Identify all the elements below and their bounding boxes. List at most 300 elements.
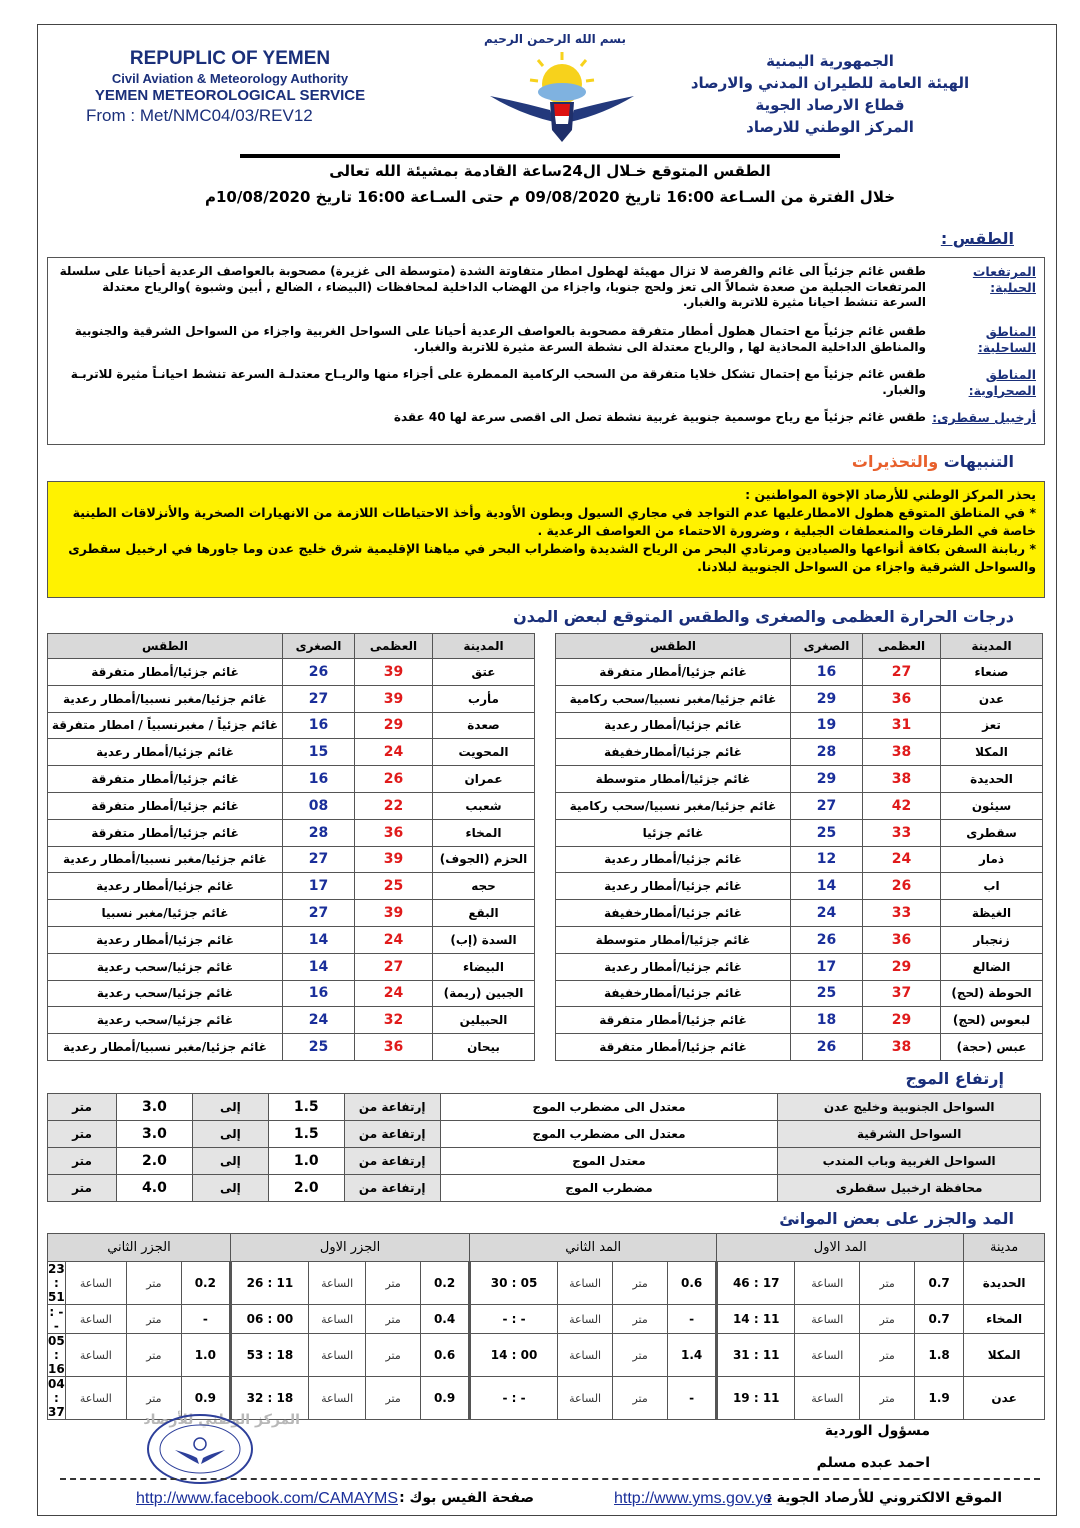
max-temp: 32 <box>355 1007 433 1034</box>
max-temp: 24 <box>355 926 433 953</box>
table-row <box>48 1262 1045 1305</box>
tide-time: 17 : 46 <box>717 1262 795 1305</box>
table-row <box>556 953 1043 980</box>
city-name: المحويت <box>433 739 535 766</box>
weather-item-socotra <box>56 410 1036 426</box>
min-temp: 16 <box>283 980 355 1007</box>
max-temp: 38 <box>863 766 941 793</box>
table-row <box>48 980 535 1007</box>
tide-height: 0.6 <box>668 1262 717 1305</box>
wave-state: معتدل الى مضطرب الموج <box>440 1121 778 1148</box>
col-city: المدينة <box>433 634 535 659</box>
wave-from-value: 1.0 <box>268 1148 344 1175</box>
col-weather: الطقس <box>48 634 283 659</box>
facebook-label: صفحة الفيس بوك : <box>399 1490 534 1506</box>
tide-height: 0.2 <box>181 1262 230 1305</box>
wave-state: معتدل الى مضطرب الموج <box>440 1094 778 1121</box>
weather-item-highlands <box>56 264 1036 321</box>
tide-unit-time: الساعة <box>557 1305 612 1334</box>
min-temp: 17 <box>791 953 863 980</box>
tide-table <box>47 1233 1045 1420</box>
city-name: مأرب <box>433 685 535 712</box>
weather-condition: غائم جزئيا/أمطارخفيفة <box>556 900 791 927</box>
tide-unit-time: الساعة <box>309 1334 366 1377</box>
tide-unit-m: متر <box>613 1334 668 1377</box>
tide-unit-m: متر <box>613 1305 668 1334</box>
wave-to-value: 3.0 <box>116 1094 192 1121</box>
sector-name-ar: قطاع الارصاد الجوية <box>755 96 905 114</box>
wave-to-label: إلى <box>192 1175 268 1202</box>
tide-city: عدن <box>964 1377 1045 1420</box>
col-max: العظمى <box>355 634 433 659</box>
wave-region: السواحل الجنوبية وخليج عدن <box>778 1094 1041 1121</box>
min-temp: 26 <box>791 1034 863 1061</box>
tide-time: 11 : 26 <box>230 1262 308 1305</box>
footer-divider <box>60 1478 1040 1480</box>
table-row <box>48 1334 1045 1377</box>
tide-height: 1.0 <box>181 1334 230 1377</box>
shift-name: احمد عبده مسلم <box>816 1455 930 1471</box>
weather-item-label: المناطق الساحلية: <box>977 324 1036 355</box>
table-row <box>556 873 1043 900</box>
tide-time: 05 : 16 <box>48 1334 65 1376</box>
table-row <box>556 739 1043 766</box>
forecast-period: خلال الفترة من السـاعة 16:00 تاريخ 09/08/2020 م حتى السـاعة 16:00 تاريخ 10/08/2020م <box>204 188 896 206</box>
weather-condition: غائم جزئيا/أمطار رعدية <box>556 712 791 739</box>
max-temp: 38 <box>863 739 941 766</box>
tide-time: 11 : 14 <box>717 1305 795 1334</box>
tide-height: 0.6 <box>421 1334 470 1377</box>
max-temp: 39 <box>355 846 433 873</box>
max-temp: 31 <box>863 712 941 739</box>
city-name: الغيظة <box>941 900 1043 927</box>
city-name: تعز <box>941 712 1043 739</box>
tide-city: الحديدة <box>964 1262 1045 1305</box>
city-name: عدن <box>941 685 1043 712</box>
wave-unit: متر <box>48 1094 117 1121</box>
weather-condition: غائم جزئيا <box>556 819 791 846</box>
waves-heading: إرتفاع الموج <box>905 1069 1004 1088</box>
tide-unit-time: الساعة <box>309 1262 366 1305</box>
weather-condition: غائم جزئيا/مغبر نسبيا/سحب ركامية <box>556 792 791 819</box>
tide-unit-time: الساعة <box>795 1377 860 1420</box>
tide-unit-m: متر <box>613 1262 668 1305</box>
weather-condition: غائم جزئياً / مغبرنسبياً / امطار متفرقة <box>48 712 283 739</box>
min-temp: 12 <box>791 846 863 873</box>
warnings-heading-blue: التنبيهات <box>943 452 1014 471</box>
min-temp: 19 <box>791 712 863 739</box>
wave-from-value: 1.5 <box>268 1121 344 1148</box>
city-name: عمران <box>433 766 535 793</box>
tide-unit-time: الساعة <box>557 1262 612 1305</box>
warnings-heading <box>852 452 1014 471</box>
min-temp: 29 <box>791 685 863 712</box>
col-low-tide-2: الجزر الثاني <box>48 1234 231 1262</box>
min-temp: 27 <box>791 792 863 819</box>
table-row <box>48 766 535 793</box>
table-row <box>48 1007 535 1034</box>
wave-from-label: إرتفاعة من <box>344 1121 440 1148</box>
min-temp: 15 <box>283 739 355 766</box>
wave-state: مضطرب الموج <box>440 1175 778 1202</box>
min-temp: 17 <box>283 873 355 900</box>
table-header-row <box>48 634 535 659</box>
weather-condition: غائم جزئيا/أمطار رعدية <box>556 873 791 900</box>
tide-height: - <box>181 1305 230 1334</box>
tides-heading: المد والجزر على بعض الموانئ <box>779 1209 1014 1228</box>
weather-condition: غائم جزئيا/أمطار رعدية <box>48 926 283 953</box>
weather-condition: غائم جزئيا/سحب رعدية <box>48 980 283 1007</box>
col-min: الصغرى <box>791 634 863 659</box>
city-name: المخاء <box>433 819 535 846</box>
wave-to-label: إلى <box>192 1148 268 1175</box>
tide-unit-m: متر <box>860 1262 915 1305</box>
tide-height: 0.9 <box>421 1377 470 1420</box>
min-temp: 24 <box>283 1007 355 1034</box>
weather-condition: غائم جزئيا/مغبر نسبيا <box>48 900 283 927</box>
tide-unit-m: متر <box>366 1334 421 1377</box>
tide-unit-time: الساعة <box>557 1334 612 1377</box>
max-temp: 26 <box>355 766 433 793</box>
website-label: الموقع الالكتروني للأرصاد الجوية : <box>766 1490 1002 1506</box>
weather-condition: غائم جزئيا/مغبر نسبيا/أمطار رعدية <box>48 1034 283 1061</box>
weather-condition: غائم جزئيا/أمطار متفرقة <box>556 659 791 686</box>
weather-condition: غائم جزئيا/أمطارخفيفة <box>556 739 791 766</box>
table-row <box>48 1148 1041 1175</box>
weather-condition: غائم جزئيا/مغبر نسبيا/سحب ركامية <box>556 685 791 712</box>
table-row <box>556 685 1043 712</box>
max-temp: 33 <box>863 900 941 927</box>
max-temp: 25 <box>355 873 433 900</box>
weather-condition: غائم جزئيا/أمطار رعدية <box>48 739 283 766</box>
min-temp: 14 <box>283 953 355 980</box>
warnings-heading-orange: والتحذيرات <box>851 452 939 471</box>
min-temp: 26 <box>791 926 863 953</box>
wave-to-value: 4.0 <box>116 1175 192 1202</box>
wave-to-value: 3.0 <box>116 1121 192 1148</box>
tide-time: 23 : 51 <box>48 1262 65 1304</box>
min-temp: 08 <box>283 792 355 819</box>
max-temp: 39 <box>355 659 433 686</box>
max-temp: 26 <box>863 873 941 900</box>
weather-item-label: المناطق الصحراوية: <box>968 367 1036 398</box>
weather-condition: غائم جزئيا/أمطار رعدية <box>556 846 791 873</box>
table-row <box>48 1175 1041 1202</box>
website-link[interactable]: http://www.yms.gov.ye <box>614 1490 772 1507</box>
weather-condition: غائم جزئيا/أمطار متوسطة <box>556 926 791 953</box>
weather-condition: غائم جزئيا/أمطار متوسطة <box>556 766 791 793</box>
weather-item-coastal <box>56 324 1036 364</box>
city-temps-table-right <box>555 633 1043 1061</box>
min-temp: 28 <box>283 819 355 846</box>
tide-unit-m: متر <box>366 1262 421 1305</box>
wave-from-value: 2.0 <box>268 1175 344 1202</box>
city-name: الجبين (ريمة) <box>433 980 535 1007</box>
tide-unit-m: متر <box>860 1305 915 1334</box>
table-row <box>556 900 1043 927</box>
weather-box <box>47 257 1045 445</box>
min-temp: 16 <box>283 766 355 793</box>
wave-state: معتدل الموج <box>440 1148 778 1175</box>
table-row <box>556 846 1043 873</box>
document-ref: From : Met/NMC04/03/REV12 <box>86 106 313 125</box>
city-name: عتق <box>433 659 535 686</box>
tide-time: 00 : 06 <box>230 1305 308 1334</box>
table-header-row <box>556 634 1043 659</box>
tide-unit-m: متر <box>366 1305 421 1334</box>
min-temp: 27 <box>283 846 355 873</box>
wave-unit: متر <box>48 1121 117 1148</box>
min-temp: 25 <box>791 819 863 846</box>
max-temp: 22 <box>355 792 433 819</box>
tide-city: المخاء <box>964 1305 1045 1334</box>
table-row <box>556 926 1043 953</box>
table-row <box>556 1007 1043 1034</box>
wave-from-label: إرتفاعة من <box>344 1148 440 1175</box>
table-row <box>48 659 535 686</box>
weather-heading: الطقس : <box>940 229 1014 248</box>
table-row <box>556 1034 1043 1061</box>
max-temp: 39 <box>355 685 433 712</box>
city-name: الضالع <box>941 953 1043 980</box>
tide-unit-m: متر <box>860 1377 915 1420</box>
city-temps-table-left <box>47 633 535 1061</box>
table-row <box>556 819 1043 846</box>
table-row <box>48 1305 1045 1334</box>
col-low-tide-1: الجزر الاول <box>230 1234 469 1262</box>
weather-item-desert <box>56 367 1036 407</box>
max-temp: 27 <box>355 953 433 980</box>
col-high-tide-1: المد الاول <box>717 1234 964 1262</box>
city-name: البيضاء <box>433 953 535 980</box>
tide-unit-time: الساعة <box>65 1262 126 1305</box>
wave-from-label: إرتفاعة من <box>344 1094 440 1121</box>
table-row <box>48 1121 1041 1148</box>
authority-name-en: Civil Aviation & Meteorology Authority <box>111 71 349 86</box>
table-row <box>48 739 535 766</box>
official-stamp <box>145 1412 255 1486</box>
max-temp: 36 <box>863 926 941 953</box>
cloud-icon <box>538 83 586 101</box>
weather-condition: غائم جزئيا/أمطار متفرقة <box>48 792 283 819</box>
service-name-en: YEMEN METEOROLOGICAL SERVICE <box>94 87 366 104</box>
wave-region: السواحل الغربية وباب المندب <box>778 1148 1041 1175</box>
stamp-caption: المركز الوطني للأرصاد <box>143 1412 300 1428</box>
tide-unit-m: متر <box>613 1377 668 1420</box>
wave-region: محافظة ارخبيل سقطرى <box>778 1175 1041 1202</box>
tide-time: 18 : 32 <box>230 1377 308 1420</box>
tide-time: 00 : 14 <box>470 1334 558 1377</box>
wave-unit: متر <box>48 1175 117 1202</box>
city-name: المكلا <box>941 739 1043 766</box>
warning-item-rain: * في المناطق المتوقع هطول الامطارعليها عدم التواجد في مجاري السيول وبطون الأودية وأخذ الاحتياطات اللازمة من الانهيارات الصخرية والأنزلاقات الطينية خاصة في الطرقات والمنعطفات الجبلية ، وضرورة الاحتماء من العواصف الرعدية . <box>72 505 1036 538</box>
weather-condition: غائم جزئيا/مغبر نسبيا/أمطار رعدية <box>48 846 283 873</box>
weather-condition: غائم جزئيا/أمطار متفرقة <box>556 1034 791 1061</box>
tide-city: المكلا <box>964 1334 1045 1377</box>
weather-condition: غائم جزئيا/أمطار متفرقة <box>48 659 283 686</box>
max-temp: 29 <box>355 712 433 739</box>
min-temp: 18 <box>791 1007 863 1034</box>
wave-from-value: 1.5 <box>268 1094 344 1121</box>
wave-to-value: 2.0 <box>116 1148 192 1175</box>
city-name: زنجبار <box>941 926 1043 953</box>
tide-height: - <box>668 1377 717 1420</box>
authority-name-ar: الهيئة العامة للطيران المدني والارصاد <box>690 74 970 92</box>
city-name: الحديدة <box>941 766 1043 793</box>
wave-height-table <box>47 1093 1041 1202</box>
city-name: سقطرى <box>941 819 1043 846</box>
country-name-ar: الجمهورية اليمنية <box>766 52 894 70</box>
center-name-ar: المركز الوطني للارصاد <box>746 118 914 136</box>
tide-height: 0.2 <box>421 1262 470 1305</box>
max-temp: 24 <box>355 739 433 766</box>
wave-to-label: إلى <box>192 1121 268 1148</box>
max-temp: 24 <box>863 846 941 873</box>
tide-unit-time: الساعة <box>795 1305 860 1334</box>
country-name-en: REPUPLIC OF YEMEN <box>129 48 331 69</box>
weather-item-label: المرتفعات الجبلية: <box>972 264 1036 295</box>
col-city: مدينة <box>964 1234 1045 1262</box>
max-temp: 37 <box>863 980 941 1007</box>
min-temp: 16 <box>283 712 355 739</box>
min-temp: 28 <box>791 739 863 766</box>
min-temp: 27 <box>283 685 355 712</box>
city-name: الحوطة (لحج) <box>941 980 1043 1007</box>
city-name: الحبيلين <box>433 1007 535 1034</box>
max-temp: 36 <box>863 685 941 712</box>
tide-unit-time: الساعة <box>795 1262 860 1305</box>
weather-item-text: طقس غائم جزئياً مع رياح موسمية جنوبية غربية نشطة تصل الى اقصى سرعة لها 40 عقدة <box>393 410 926 424</box>
min-temp: 25 <box>283 1034 355 1061</box>
footer-links <box>40 1486 1050 1512</box>
tide-height: 1.9 <box>915 1377 964 1420</box>
col-high-tide-2: المد الثاني <box>470 1234 717 1262</box>
max-temp: 38 <box>863 1034 941 1061</box>
tide-height: - <box>668 1305 717 1334</box>
city-name: سيئون <box>941 792 1043 819</box>
weather-condition: غائم جزئيا/أمطار رعدية <box>556 953 791 980</box>
weather-condition: غائم جزئيا/أمطارخفيفة <box>556 980 791 1007</box>
basmala: بسم الله الرحمن الرحيم <box>483 32 627 46</box>
table-row <box>556 766 1043 793</box>
table-row <box>556 659 1043 686</box>
table-row <box>556 792 1043 819</box>
warnings-box <box>47 481 1045 598</box>
warning-intro: يحذر المركز الوطني للأرصاد الإخوة المواطنين : <box>745 487 1036 502</box>
tide-height: 0.7 <box>915 1262 964 1305</box>
max-temp: 27 <box>863 659 941 686</box>
tide-unit-time: الساعة <box>795 1334 860 1377</box>
shift-label: مسؤول الوردية <box>824 1423 930 1439</box>
tide-time: - : - <box>470 1377 558 1420</box>
weather-condition: غائم جزئيا/أمطار رعدية <box>48 873 283 900</box>
tide-time: 18 : 53 <box>230 1334 308 1377</box>
weather-condition: غائم جزئيا/أمطار متفرقة <box>48 766 283 793</box>
max-temp: 39 <box>355 900 433 927</box>
tide-height: 1.4 <box>668 1334 717 1377</box>
header-divider <box>240 154 840 158</box>
tide-unit-time: الساعة <box>65 1334 126 1377</box>
city-name: صعدة <box>433 712 535 739</box>
tide-unit-time: الساعة <box>557 1377 612 1420</box>
city-name: صنعاء <box>941 659 1043 686</box>
city-name: حجه <box>433 873 535 900</box>
tide-unit-m: متر <box>860 1334 915 1377</box>
table-row <box>48 900 535 927</box>
table-row <box>48 1094 1041 1121</box>
city-name: السدة (إب) <box>433 926 535 953</box>
table-row <box>48 926 535 953</box>
min-temp: 27 <box>283 900 355 927</box>
max-temp: 36 <box>355 1034 433 1061</box>
table-row <box>48 685 535 712</box>
tide-height: 1.8 <box>915 1334 964 1377</box>
wings-icon <box>490 96 634 142</box>
city-name: عبس (حجة) <box>941 1034 1043 1061</box>
header-arabic <box>680 50 980 138</box>
tide-time: 04 : 37 <box>48 1377 65 1419</box>
tide-height: 0.9 <box>181 1377 230 1420</box>
min-temp: 14 <box>283 926 355 953</box>
tide-time: - : - <box>470 1305 558 1334</box>
shift-signature <box>817 1415 930 1479</box>
city-name: البقع <box>433 900 535 927</box>
max-temp: 36 <box>355 819 433 846</box>
col-min: الصغرى <box>283 634 355 659</box>
weather-condition: غائم جزئيا/أمطار متفرقة <box>48 819 283 846</box>
tide-unit-m: متر <box>366 1377 421 1420</box>
tide-unit-m: متر <box>126 1377 181 1420</box>
tide-time: - : - <box>49 1305 64 1333</box>
table-row <box>48 792 535 819</box>
col-weather: الطقس <box>556 634 791 659</box>
tide-unit-m: متر <box>126 1305 181 1334</box>
table-row <box>48 953 535 980</box>
warning-item-sea: * ربابنة السفن بكافة أنواعها والصيادين ومرتادي البحر من الرياح الشديدة واضطراب البحر في مياهنا الإقليمية شرق خليج عدن وما جاورها في ارخبيل سقطرى والسواحل الشرقية واجزاء من السواحل الجنوبية لبلادنا. <box>68 541 1036 574</box>
wave-to-label: إلى <box>192 1094 268 1121</box>
max-temp: 33 <box>863 819 941 846</box>
facebook-link[interactable]: http://www.facebook.com/CAMAYMS <box>135 1490 398 1507</box>
table-row <box>48 819 535 846</box>
table-header-row <box>48 1234 1045 1262</box>
min-temp: 24 <box>791 900 863 927</box>
tide-time: 11 : 31 <box>717 1334 795 1377</box>
header-english <box>70 48 390 127</box>
weather-condition: غائم جزئيا/مغبر نسبيا/أمطار رعدية <box>48 685 283 712</box>
tide-unit-time: الساعة <box>309 1377 366 1420</box>
weather-condition: غائم جزئيا/سحب رعدية <box>48 953 283 980</box>
weather-item-text: طقس غائم جزئياً مع احتمال هطول أمطار متفرقة مصحوبة بالعواصف الرعدية أحيانا على السواحل الغربية واجزاء من السواحل الشرقية والجنوبية والمناطق الداخلية المحاذية لها , والرياح معتدلة الى نشطة السرعة مثيرة للاتربة والغبار. <box>74 324 926 354</box>
weather-item-text: طقس غائم جزئياً الى غائم والفرصة لا تزال مهيئة لهطول امطار متفاوتة الشدة (متوسطة الى غزيرة) مصحوبة بالعواصف الرعدية أحيانا على سلسلة المرتفعات الجبلية من صعدة شمالاً الى تعز ولحج جنوبا، واجزاء من الهضاب الداخلية لمحافظات (البيضاء ، الضالع , أبين وشبوة )والرياح معتدلة السرعة تنشط احيانا مثيرة للاتربة والغبار. <box>59 264 926 309</box>
city-name: شعبب <box>433 792 535 819</box>
table-row <box>48 873 535 900</box>
city-name: الحزم (الجوف) <box>433 846 535 873</box>
authority-logo <box>480 46 650 146</box>
weather-item-label: أرخبيل سقطرى: <box>932 410 1036 425</box>
city-name: اب <box>941 873 1043 900</box>
city-name: لبعوس (لحج) <box>941 1007 1043 1034</box>
weather-condition: غائم جزئيا/سحب رعدية <box>48 1007 283 1034</box>
forecast-title: الطقس المتوقع خـلال ال24ساعة القادمة بمشيئة الله تعالى <box>329 162 771 180</box>
wave-unit: متر <box>48 1148 117 1175</box>
weather-condition: غائم جزئيا/أمطار متفرقة <box>556 1007 791 1034</box>
tide-height: 0.7 <box>915 1305 964 1334</box>
tide-unit-time: الساعة <box>65 1305 126 1334</box>
wave-from-label: إرتفاعة من <box>344 1175 440 1202</box>
min-temp: 29 <box>791 766 863 793</box>
tide-unit-time: الساعة <box>309 1305 366 1334</box>
table-row <box>48 1034 535 1061</box>
